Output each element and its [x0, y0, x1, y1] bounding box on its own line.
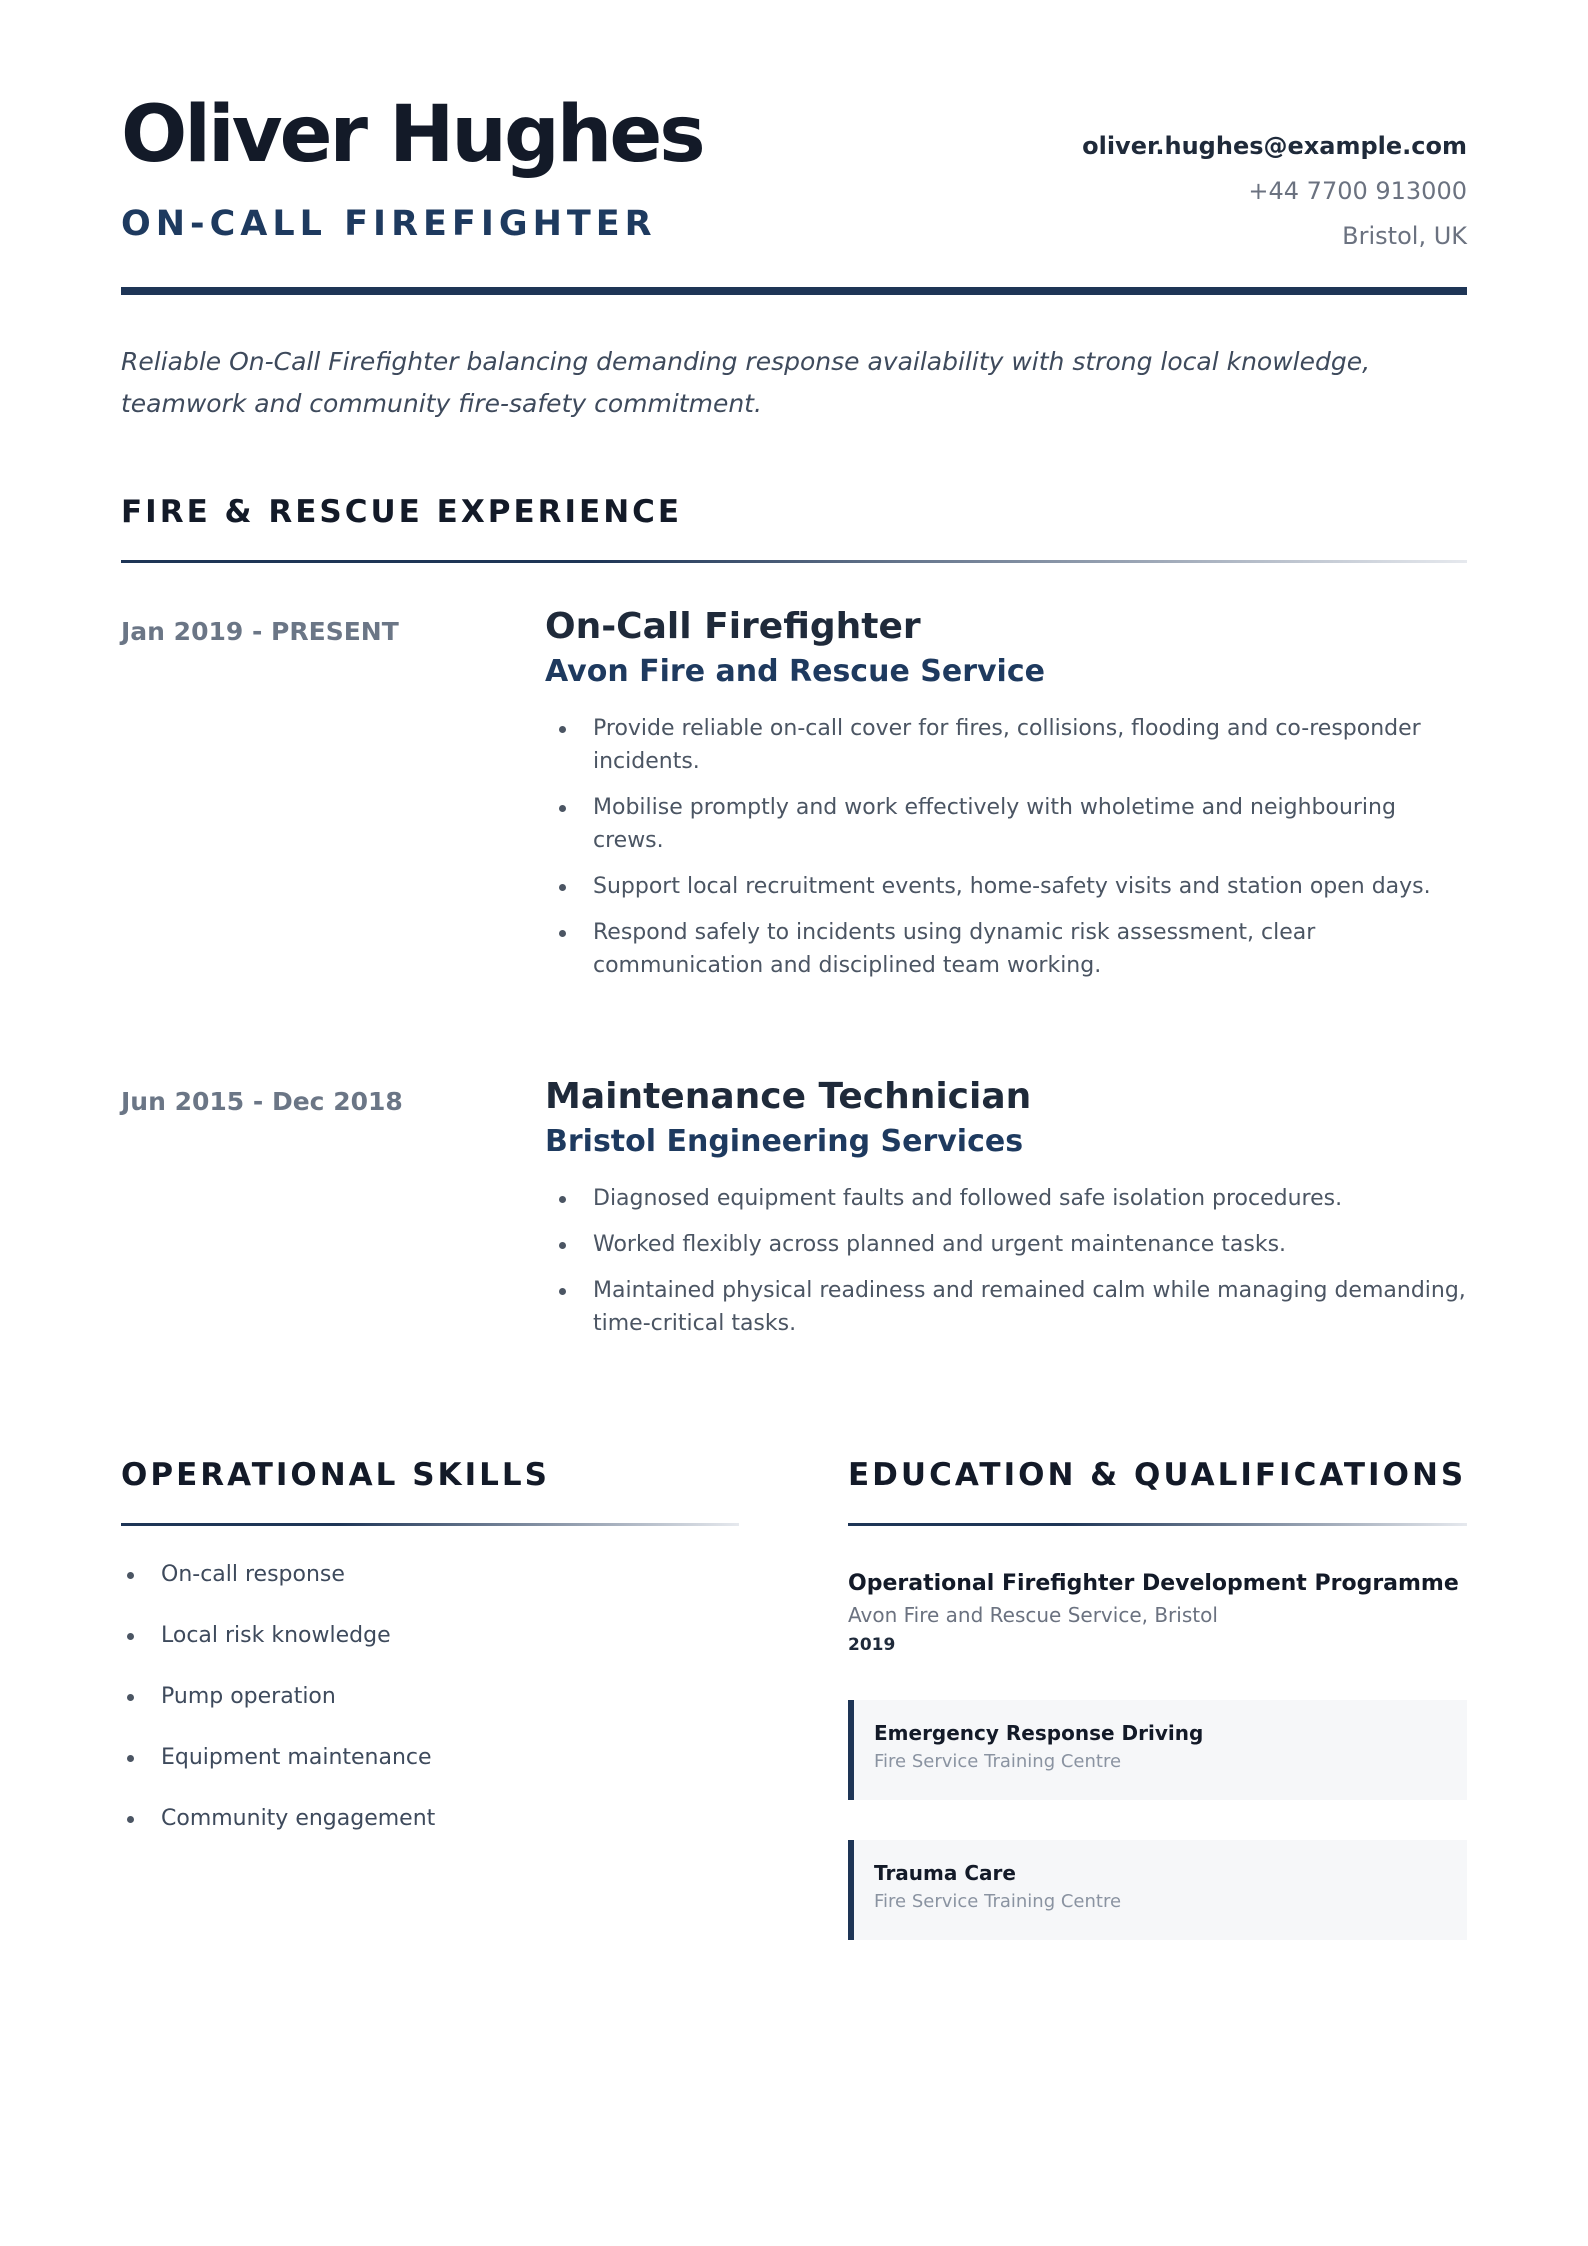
skills-section — [121, 1457, 739, 1940]
bullet-dot-icon — [559, 1242, 566, 1249]
job-bullet-text: Provide reliable on-call cover for fires, collisions, flooding and co-responder incidents. — [593, 716, 1421, 775]
candidate-name: Oliver Hughes — [121, 90, 703, 180]
bottom-columns — [121, 1457, 1467, 1940]
job-dates: Jun 2015 - Dec 2018 — [121, 1087, 403, 1117]
job-bullet-text: Worked flexibly across planned and urgent maintenance tasks. — [593, 1232, 1287, 1258]
job-bullet-text: Maintained physical readiness and remained calm while managing demanding, time-critical tasks. — [593, 1278, 1466, 1337]
job-bullet — [545, 1228, 1467, 1261]
job-dates: Jan 2019 - PRESENT — [121, 617, 399, 646]
bullet-dot-icon — [559, 805, 566, 812]
certification-provider: Fire Service Training Centre — [874, 1891, 1122, 1912]
job-bullet-list — [545, 1182, 1467, 1340]
skill-item — [121, 1682, 739, 1712]
certification-title: Trauma Care — [874, 1861, 1016, 1885]
certification-card — [848, 1700, 1467, 1800]
job-bullet — [545, 916, 1467, 982]
education-entry — [848, 1568, 1467, 1660]
job-bullet-list — [545, 712, 1467, 982]
job-title: Maintenance Technician — [545, 1076, 1032, 1118]
education-institution: Avon Fire and Rescue Service, Bristol — [848, 1603, 1218, 1627]
skill-label: Community engagement — [161, 1806, 436, 1831]
skills-divider — [121, 1523, 739, 1526]
resume-header — [121, 0, 1467, 296]
certification-provider: Fire Service Training Centre — [874, 1751, 1122, 1772]
contact-location: Bristol, UK — [1342, 222, 1467, 250]
experience-heading: FIRE & RESCUE EXPERIENCE — [121, 494, 683, 530]
skill-item — [121, 1804, 739, 1834]
skill-label: Local risk knowledge — [161, 1623, 391, 1648]
experience-entry — [121, 605, 1467, 995]
skill-item — [121, 1560, 739, 1590]
candidate-role: ON-CALL FIREFIGHTER — [121, 204, 657, 244]
job-title: On-Call Firefighter — [545, 606, 921, 647]
certification-title: Emergency Response Driving — [874, 1721, 1204, 1745]
bullet-dot-icon — [559, 884, 566, 891]
profile-summary: Reliable On-Call Firefighter balancing demanding response availability with strong local knowledge, teamwork and community fire-safety commitment. — [121, 347, 1371, 418]
job-bullet-text: Mobilise promptly and work effectively with wholetime and neighbouring crews. — [593, 795, 1396, 854]
job-organisation: Avon Fire and Rescue Service — [545, 654, 1045, 690]
job-bullet-text: Respond safely to incidents using dynamic risk assessment, clear communication and disciplined team working. — [593, 920, 1316, 979]
job-bullet — [545, 870, 1467, 903]
job-bullet — [545, 791, 1467, 857]
skill-item — [121, 1621, 739, 1651]
bullet-dot-icon — [127, 1633, 134, 1640]
skills-list — [121, 1560, 739, 1834]
job-bullet — [545, 1274, 1467, 1340]
bullet-dot-icon — [127, 1572, 134, 1579]
skill-label: On-call response — [161, 1562, 345, 1587]
education-divider — [848, 1523, 1467, 1526]
bullet-dot-icon — [559, 930, 566, 937]
job-bullet — [545, 712, 1467, 778]
job-bullet — [545, 1182, 1467, 1215]
skill-label: Equipment maintenance — [161, 1745, 432, 1770]
certification-card — [848, 1840, 1467, 1940]
bullet-dot-icon — [559, 1196, 566, 1203]
job-details — [545, 605, 1467, 995]
education-section — [848, 1457, 1467, 1940]
header-divider — [121, 287, 1467, 295]
bullet-dot-icon — [559, 1288, 566, 1295]
contact-email[interactable]: oliver.hughes@example.com — [1082, 132, 1467, 160]
education-title: Operational Firefighter Development Programme — [848, 1571, 1459, 1596]
education-year: 2019 — [848, 1635, 896, 1655]
job-bullet-text: Diagnosed equipment faults and followed safe isolation procedures. — [593, 1186, 1343, 1212]
skill-label: Pump operation — [161, 1684, 336, 1709]
skills-heading: OPERATIONAL SKILLS — [121, 1457, 550, 1493]
job-details — [545, 1075, 1467, 1353]
bullet-dot-icon — [127, 1694, 134, 1701]
job-bullet-text: Support local recruitment events, home-safety visits and station open days. — [593, 874, 1431, 900]
education-heading: EDUCATION & QUALIFICATIONS — [848, 1457, 1467, 1493]
bullet-dot-icon — [127, 1816, 134, 1823]
experience-divider — [121, 560, 1467, 563]
bullet-dot-icon — [127, 1755, 134, 1762]
experience-section — [121, 494, 1467, 1353]
bullet-dot-icon — [559, 726, 566, 733]
skill-item — [121, 1743, 739, 1773]
experience-entry — [121, 1075, 1467, 1353]
job-organisation: Bristol Engineering Services — [545, 1124, 1024, 1160]
contact-phone[interactable]: +44 7700 913000 — [1248, 177, 1467, 205]
contact-block — [1082, 131, 1467, 266]
